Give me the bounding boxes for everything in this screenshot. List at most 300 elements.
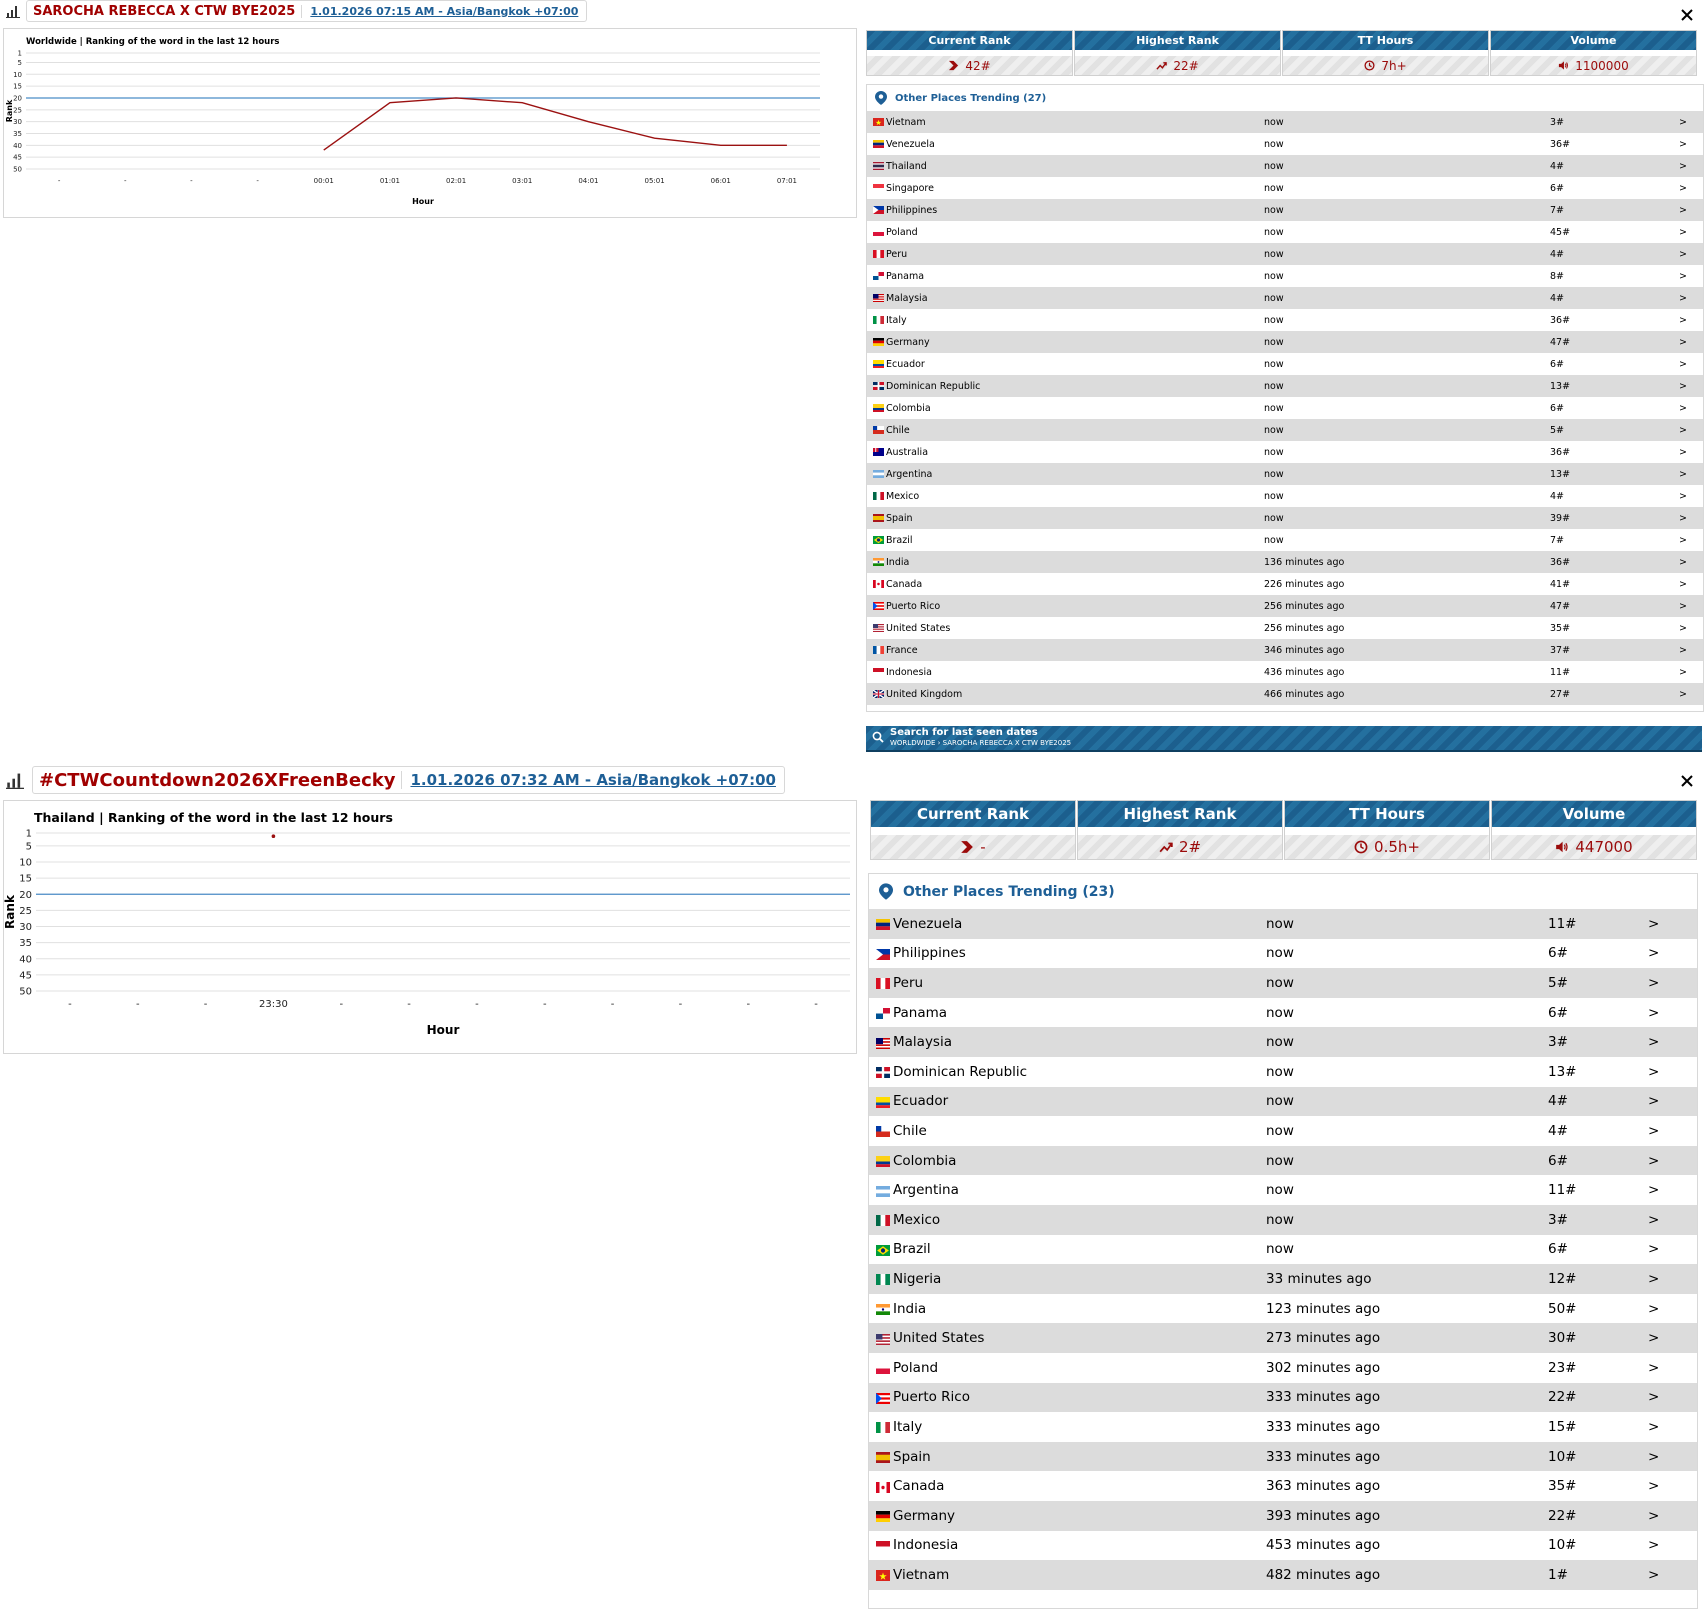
place-row[interactable] [867,529,1703,551]
country-rank: 1# [1548,1566,1568,1583]
country-rank: 27# [1550,688,1571,700]
flag-it-icon [876,1421,890,1437]
x-tick-label: 07:01 [776,177,798,185]
y-tick-label: 1 [25,828,32,840]
row-arrow-icon[interactable]: > [1679,270,1687,282]
trend-time: now [1266,915,1294,932]
place-row[interactable] [869,1412,1697,1442]
place-row[interactable] [869,1205,1697,1235]
trend-time: now [1266,1004,1294,1021]
place-row[interactable] [869,1501,1697,1531]
search-breadcrumb: WORLDWIDE › SAROCHA REBECCA X CTW BYE2025 [890,739,1072,747]
country-rank: 23# [1548,1359,1577,1376]
flag-au-icon [873,448,884,459]
rank-chart [3,800,857,1054]
row-arrow-icon[interactable]: > [1648,1300,1660,1317]
country-rank: 41# [1550,578,1571,590]
country-name: Spain [886,512,913,524]
country-rank: 30# [1548,1330,1577,1347]
y-tick-label: 45 [19,970,32,982]
trend-time: 226 minutes ago [1264,578,1345,590]
place-row[interactable] [867,155,1703,177]
country-rank: 37# [1550,644,1571,656]
x-tick-label: 01:01 [379,177,401,185]
trend-time: 346 minutes ago [1264,644,1345,656]
place-row[interactable] [869,1294,1697,1324]
flag-ph-icon [873,206,884,217]
row-arrow-icon[interactable]: > [1648,1537,1660,1554]
trend-time: now [1264,160,1284,172]
x-tick-label: - [678,999,683,1010]
row-arrow-icon[interactable]: > [1679,380,1687,392]
place-row[interactable] [867,375,1703,397]
trend-time: 256 minutes ago [1264,622,1345,634]
country-rank: 10# [1548,1448,1577,1465]
row-arrow-icon[interactable]: > [1648,945,1660,962]
flag-mx-icon [876,1214,890,1230]
place-row[interactable] [869,1323,1697,1353]
x-tick-label: - [610,999,615,1010]
row-arrow-icon[interactable]: > [1679,534,1687,546]
trend-time: now [1264,270,1284,282]
x-axis-label: Hour [412,197,434,206]
country-rank: 6# [1550,402,1565,414]
y-tick-label: 50 [19,986,32,998]
row-arrow-icon[interactable]: > [1679,314,1687,326]
row-arrow-icon[interactable]: > [1679,468,1687,480]
country-name: India [886,556,910,568]
row-arrow-icon[interactable]: > [1648,1241,1660,1258]
trend-time: now [1264,512,1284,524]
country-name: Mexico [886,490,920,502]
country-name: Ecuador [886,358,925,370]
country-name: United States [893,1330,985,1347]
place-row[interactable] [867,111,1703,133]
country-rank: 12# [1548,1270,1577,1287]
place-row[interactable] [867,507,1703,529]
country-rank: 4# [1548,1122,1568,1139]
flag-es-icon [876,1451,890,1467]
place-row[interactable] [869,1471,1697,1501]
stat-label: TT Hours [1283,31,1488,50]
trend-time: 302 minutes ago [1266,1359,1381,1376]
place-row[interactable] [869,968,1697,998]
country-rank: 15# [1548,1418,1577,1435]
row-arrow-icon[interactable]: > [1648,1566,1660,1583]
place-row[interactable] [867,661,1703,683]
country-rank: 22# [1548,1389,1577,1406]
place-row[interactable] [867,397,1703,419]
flag-co-icon [873,404,884,415]
flag-pe-icon [873,250,884,261]
row-arrow-icon[interactable]: > [1648,1330,1660,1347]
country-rank: 13# [1550,468,1571,480]
country-name: Italy [893,1418,923,1435]
y-tick-label: 25 [13,106,22,115]
y-tick-label: 40 [13,141,22,150]
row-arrow-icon[interactable]: > [1679,600,1687,612]
trend-time: 482 minutes ago [1266,1566,1381,1583]
place-row[interactable] [867,133,1703,155]
country-rank: 5# [1548,974,1568,991]
place-row[interactable] [869,1057,1697,1087]
place-row[interactable] [869,1442,1697,1472]
flag-ec-icon [873,360,884,371]
country-name: Indonesia [893,1537,959,1554]
place-row[interactable] [869,1146,1697,1176]
place-row[interactable] [867,177,1703,199]
stat-label: Highest Rank [1075,31,1280,50]
clock-icon [1364,60,1375,71]
stat-value: 1100000 [1575,58,1629,73]
place-row[interactable] [867,683,1703,705]
country-rank: 11# [1550,666,1571,678]
row-arrow-icon[interactable]: > [1679,204,1687,216]
title-box [32,766,785,794]
place-row[interactable] [867,309,1703,331]
country-rank: 6# [1548,945,1568,962]
places-panel [866,84,1704,712]
stat-label: Highest Rank [1078,801,1282,827]
trend-time: now [1264,116,1284,128]
country-name: Malaysia [893,1034,952,1051]
country-name: United States [886,622,951,634]
trend-time: 333 minutes ago [1266,1448,1381,1465]
place-row[interactable] [867,331,1703,353]
trend-time: 136 minutes ago [1264,556,1345,568]
trend-time: now [1264,292,1284,304]
flag-pl-icon [873,228,884,239]
x-tick-label: 03:01 [512,177,533,185]
trend-time: now [1264,424,1284,436]
flag-ve-icon [873,140,884,151]
country-rank: 4# [1550,292,1565,304]
flag-id-icon [876,1540,890,1556]
trend-time: now [1264,534,1284,546]
row-arrow-icon[interactable]: > [1679,424,1687,436]
x-tick-label: - [407,999,411,1010]
country-name: Thailand [886,160,927,172]
row-arrow-icon[interactable]: > [1648,1389,1660,1406]
y-tick-label: 35 [19,938,32,950]
row-arrow-icon[interactable]: > [1648,1448,1660,1465]
stat-label: TT Hours [1285,801,1489,827]
country-rank: 36# [1550,556,1571,568]
trend-time: now [1266,974,1294,991]
x-tick-label: - [190,177,193,185]
country-name: Puerto Rico [893,1389,970,1406]
date-link[interactable]: 1.01.2026 07:15 AM - Asia/Bangkok +07:00 [301,5,586,18]
place-row[interactable] [869,1027,1697,1057]
stat-card-highest-rank [1074,30,1281,76]
y-tick-label: 50 [13,165,22,174]
flag-de-icon [876,1510,890,1526]
flag-es-icon [873,514,884,525]
country-name: Panama [893,1004,948,1021]
country-name: Italy [886,314,907,326]
country-name: Panama [886,270,925,282]
row-arrow-icon[interactable]: > [1679,116,1687,128]
place-row[interactable] [869,1353,1697,1383]
flag-do-icon [876,1066,890,1082]
panel-header [6,0,587,22]
y-tick-label: 5 [17,58,22,67]
trend-time: 453 minutes ago [1266,1537,1381,1554]
flag-ar-icon [876,1185,890,1201]
place-row[interactable] [867,463,1703,485]
flag-in-icon [873,558,884,569]
trend-time: now [1266,1034,1294,1051]
stat-label: Volume [1492,801,1696,827]
x-tick-label: - [542,999,547,1010]
row-arrow-icon[interactable]: > [1648,1034,1660,1051]
country-name: Brazil [886,534,913,546]
row-arrow-icon[interactable]: > [1648,974,1660,991]
flag-ph-icon [876,948,890,964]
trend-time: now [1264,182,1284,194]
row-arrow-icon[interactable]: > [1648,1507,1660,1524]
flag-id-icon [873,668,884,679]
date-link[interactable]: 1.01.2026 07:32 AM - Asia/Bangkok +07:00 [401,771,784,789]
x-tick-label: - [814,999,818,1010]
stat-value-box [1075,56,1280,75]
y-tick-label: 30 [13,118,22,127]
trend-time: now [1264,490,1284,502]
flag-us-icon [876,1333,890,1349]
country-rank: 36# [1550,314,1571,326]
country-name: Philippines [893,945,966,962]
row-arrow-icon[interactable]: > [1679,622,1687,634]
x-tick-label: - [746,999,751,1010]
row-arrow-icon[interactable]: > [1679,336,1687,348]
place-row[interactable] [869,998,1697,1028]
map-pin-icon [875,91,887,105]
place-row[interactable] [869,1531,1697,1561]
chart-title: Worldwide | Ranking of the word in the last 12 hours [26,37,280,47]
country-name: Malaysia [886,292,928,304]
place-row[interactable] [867,485,1703,507]
row-arrow-icon[interactable]: > [1679,490,1687,502]
place-row[interactable] [869,939,1697,969]
x-tick-label: - [339,999,344,1010]
row-arrow-icon[interactable]: > [1679,578,1687,590]
y-tick-label: 10 [19,857,32,869]
place-row[interactable] [867,243,1703,265]
row-arrow-icon[interactable]: > [1679,402,1687,414]
place-row[interactable] [869,1116,1697,1146]
trend-time: now [1264,248,1284,260]
country-name: Argentina [893,1182,959,1199]
trend-time: now [1264,358,1284,370]
trend-time: now [1264,204,1284,216]
flag-vn-icon [873,118,884,129]
country-rank: 36# [1550,446,1571,458]
place-row[interactable] [867,221,1703,243]
places-panel [868,873,1698,1609]
country-rank: 4# [1550,490,1565,502]
country-rank: 3# [1550,116,1565,128]
row-arrow-icon[interactable]: > [1648,1270,1660,1287]
place-row[interactable] [869,1087,1697,1117]
row-arrow-icon[interactable]: > [1648,1122,1660,1139]
x-axis-label: Hour [426,1023,460,1037]
row-arrow-icon[interactable]: > [1648,1359,1660,1376]
stat-card-tt-hours [1284,800,1490,860]
row-arrow-icon[interactable]: > [1679,226,1687,238]
trend-time: now [1264,226,1284,238]
place-row[interactable] [869,1175,1697,1205]
trend-time: now [1266,1211,1294,1228]
close-icon[interactable] [1679,773,1695,789]
y-tick-label: 15 [13,82,22,91]
place-row[interactable] [869,909,1697,939]
country-name: Chile [893,1122,927,1139]
country-name: Dominican Republic [886,380,981,392]
place-row[interactable] [867,441,1703,463]
x-tick-label: 05:01 [644,177,665,185]
place-row[interactable] [869,1560,1697,1590]
data-point [272,834,276,838]
rank-chart-svg [4,29,856,217]
series-line [324,98,787,150]
place-row[interactable] [867,353,1703,375]
row-arrow-icon[interactable]: > [1679,644,1687,656]
place-row[interactable] [867,573,1703,595]
place-row[interactable] [867,617,1703,639]
place-row[interactable] [869,1383,1697,1413]
stat-value-box [871,835,1075,859]
row-arrow-icon[interactable]: > [1648,1211,1660,1228]
clock-icon [1354,840,1368,854]
stat-label: Current Rank [871,801,1075,827]
country-name: Puerto Rico [886,600,941,612]
country-name: Venezuela [893,915,963,932]
places-header [869,874,1697,909]
country-rank: 50# [1548,1300,1577,1317]
y-tick-label: 30 [19,922,32,934]
row-arrow-icon[interactable]: > [1679,666,1687,678]
x-tick-label: - [135,999,140,1010]
trend-time: now [1264,380,1284,392]
row-arrow-icon[interactable]: > [1679,160,1687,172]
country-name: Ecuador [893,1093,949,1110]
place-row[interactable] [867,639,1703,661]
title-box [26,0,587,22]
place-row[interactable] [867,265,1703,287]
flag-us-icon [873,624,884,635]
country-rank: 6# [1548,1004,1568,1021]
row-arrow-icon[interactable]: > [1679,512,1687,524]
trend-time: now [1266,1241,1294,1258]
row-arrow-icon[interactable]: > [1648,915,1660,932]
flag-ng-icon [876,1273,890,1289]
x-tick-label: 04:01 [578,177,599,185]
search-last-seen-button[interactable] [866,726,1702,752]
flag-fr-icon [873,646,884,657]
row-arrow-icon[interactable]: > [1648,1093,1660,1110]
trend-time: 256 minutes ago [1264,600,1345,612]
row-arrow-icon[interactable]: > [1648,1478,1660,1495]
trend-time: 333 minutes ago [1266,1389,1381,1406]
country-name: India [893,1300,927,1317]
flag-pr-icon [873,602,884,613]
places-title: Other Places Trending (27) [895,92,1047,104]
place-row[interactable] [867,199,1703,221]
map-pin-icon [879,883,893,900]
stat-value-box [1491,56,1696,75]
place-row[interactable] [869,1235,1697,1265]
y-tick-label: 45 [13,153,22,162]
trend-time: 33 minutes ago [1266,1270,1372,1287]
stat-card-volume [1491,800,1697,860]
search-icon [872,731,884,746]
flag-it-icon [873,316,884,327]
place-row[interactable] [867,551,1703,573]
country-rank: 11# [1548,915,1577,932]
y-tick-label: 25 [19,905,32,917]
country-rank: 13# [1550,380,1571,392]
stat-value: 0.5h+ [1374,838,1420,856]
speaker-icon [1558,60,1569,71]
country-rank: 35# [1550,622,1571,634]
close-icon[interactable] [1679,7,1695,23]
x-tick-label: - [123,177,127,185]
trending-up-icon [1156,60,1167,71]
country-name: Philippines [886,204,938,216]
row-arrow-icon[interactable]: > [1679,358,1687,370]
country-rank: 4# [1550,248,1565,260]
place-row[interactable] [867,287,1703,309]
place-row[interactable] [869,1264,1697,1294]
trend-time: now [1266,1182,1294,1199]
trend-time: now [1264,138,1284,150]
trend-time: 123 minutes ago [1266,1300,1381,1317]
flag-pa-icon [876,1007,890,1023]
country-rank: 47# [1550,600,1571,612]
place-row[interactable] [867,595,1703,617]
row-arrow-icon[interactable]: > [1679,248,1687,260]
country-rank: 10# [1548,1537,1577,1554]
stat-card-highest-rank [1077,800,1283,860]
row-arrow-icon[interactable]: > [1679,292,1687,304]
country-name: Spain [893,1448,931,1465]
row-arrow-icon[interactable]: > [1679,182,1687,194]
row-arrow-icon[interactable]: > [1648,1063,1660,1080]
flag-gb-icon [873,690,884,701]
row-arrow-icon[interactable]: > [1648,1418,1660,1435]
row-arrow-icon[interactable]: > [1648,1152,1660,1169]
country-name: Peru [886,248,908,260]
row-arrow-icon[interactable]: > [1648,1182,1660,1199]
trend-time: now [1264,336,1284,348]
row-arrow-icon[interactable]: > [1648,1004,1660,1021]
place-row[interactable] [867,419,1703,441]
x-tick-label: 00:01 [313,177,334,185]
country-name: United Kingdom [886,688,963,700]
y-tick-label: 20 [19,889,32,901]
y-tick-label: 35 [13,129,22,138]
country-name: Germany [893,1507,956,1524]
row-arrow-icon[interactable]: > [1679,446,1687,458]
stat-value-box [1285,835,1489,859]
row-arrow-icon[interactable]: > [1679,138,1687,150]
rank-chart-svg [4,801,856,1053]
country-rank: 7# [1550,204,1565,216]
country-name: Argentina [886,468,933,480]
trend-time: now [1264,402,1284,414]
row-arrow-icon[interactable]: > [1679,688,1687,700]
row-arrow-icon[interactable]: > [1679,556,1687,568]
